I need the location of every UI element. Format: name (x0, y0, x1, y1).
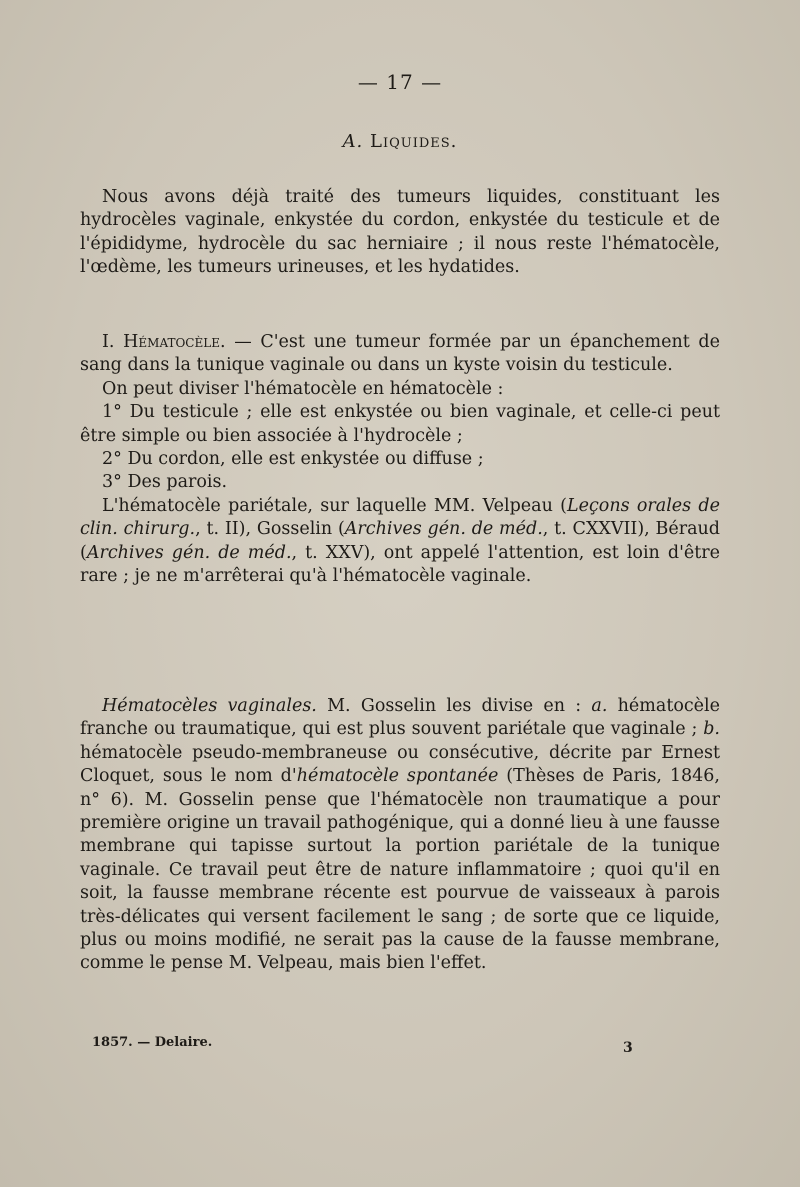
division-item: 1° Du testicule ; elle est enkystée ou bien vaginale, et celle-ci peut être simple ou bien associée à l'hydrocèle ; (80, 402, 720, 446)
division-item: 2° Du cordon, elle est enkystée ou diffuse ; (102, 449, 484, 470)
division-intro: On peut diviser l'hématocèle en hématocèle : (102, 378, 504, 399)
vaginal-paragraph (80, 695, 720, 976)
spontaneous-term: hématocèle spontanée (296, 766, 499, 787)
item-a-marker: a. (591, 696, 608, 716)
parietal-mid-1: , t. II), Gosselin ( (195, 519, 345, 540)
vaginal-heading: Hématocèles vaginales. (102, 696, 317, 716)
intro-paragraph: Nous avons déjà traité des tumeurs liquides, constituant les hydrocèles vaginale, enkystée du cordon, enkystée du testicule et de l'épididyme, hydrocèle du sac herniaire ; il nous reste l'hématocèle, l'œdème, les tumeurs urineuses, et les hydatides. (80, 187, 720, 278)
intro-block (80, 186, 720, 280)
hematocele-term: Hématocèle. (123, 332, 226, 352)
section-title: Liquides. (370, 131, 458, 152)
footer-signature: 1857. — Delaire. (92, 1035, 213, 1050)
page-number: — 17 — (357, 70, 443, 94)
vaginal-block (80, 695, 720, 976)
reference-beraud: Archives gén. de méd. (86, 542, 292, 563)
parietal-start: L'hématocèle pariétale, sur laquelle MM. Velpeau ( (102, 495, 567, 516)
footer-signature-mark: 3 (623, 1040, 633, 1056)
vaginal-text-4: (Thèses de Paris, 1846, n° 6). M. Gosselin pense que l'hématocèle non traumatique a pour première origine un travail pathogénique, qui a donné lieu à une fausse membrane qui tapisse surtout la portion pariétale de la tunique vaginale. Ce travail peut être de nature inflammatoire ; quoi qu'il en soit, la fausse membrane récente est pourvue de vaisseaux à parois très-délicates qui versent facilement le sang ; de sorte que ce liquide, plus ou moins modifié, ne serait pas la cause de la fausse membrane, comme le pense M. Velpeau, mais bien l'effet. (80, 766, 720, 974)
item-b-marker: b. (703, 719, 720, 740)
vaginal-text-1: M. Gosselin les divise en : (316, 696, 592, 716)
parietal-mid-2: , t. CXXVII), Béraud ( (80, 519, 721, 563)
vaginal-text-3: hématocèle pseudo-membraneuse ou consécutive, décrite par Ernest Cloquet, sous le nom d' (80, 742, 720, 787)
parietal-end: , t. XXV), ont appelé l'attention, est loin d'être rare ; je ne m'arrêterai qu'à l'hématocèle vaginale. (80, 542, 720, 587)
section-heading (0, 131, 800, 152)
hematocele-definition: — C'est une tumeur formée par un épanchement de sang dans la tunique vaginale ou dans un kyste voisin du testicule. (80, 332, 720, 376)
hematocele-definition-paragraph (80, 331, 720, 378)
reference-gosselin: Archives gén. de méd. (344, 519, 543, 540)
section-letter: A. (342, 131, 364, 152)
parietal-paragraph (80, 495, 720, 589)
vaginal-text-2: hématocèle franche ou traumatique, qui est plus souvent pariétale que vaginale ; (80, 696, 720, 740)
hematocele-block (80, 331, 720, 588)
reference-velpeau: Leçons orales de clin. chirurg. (80, 495, 720, 540)
hematocele-number: I. (102, 332, 115, 352)
division-item: 3° Des parois. (102, 472, 228, 493)
